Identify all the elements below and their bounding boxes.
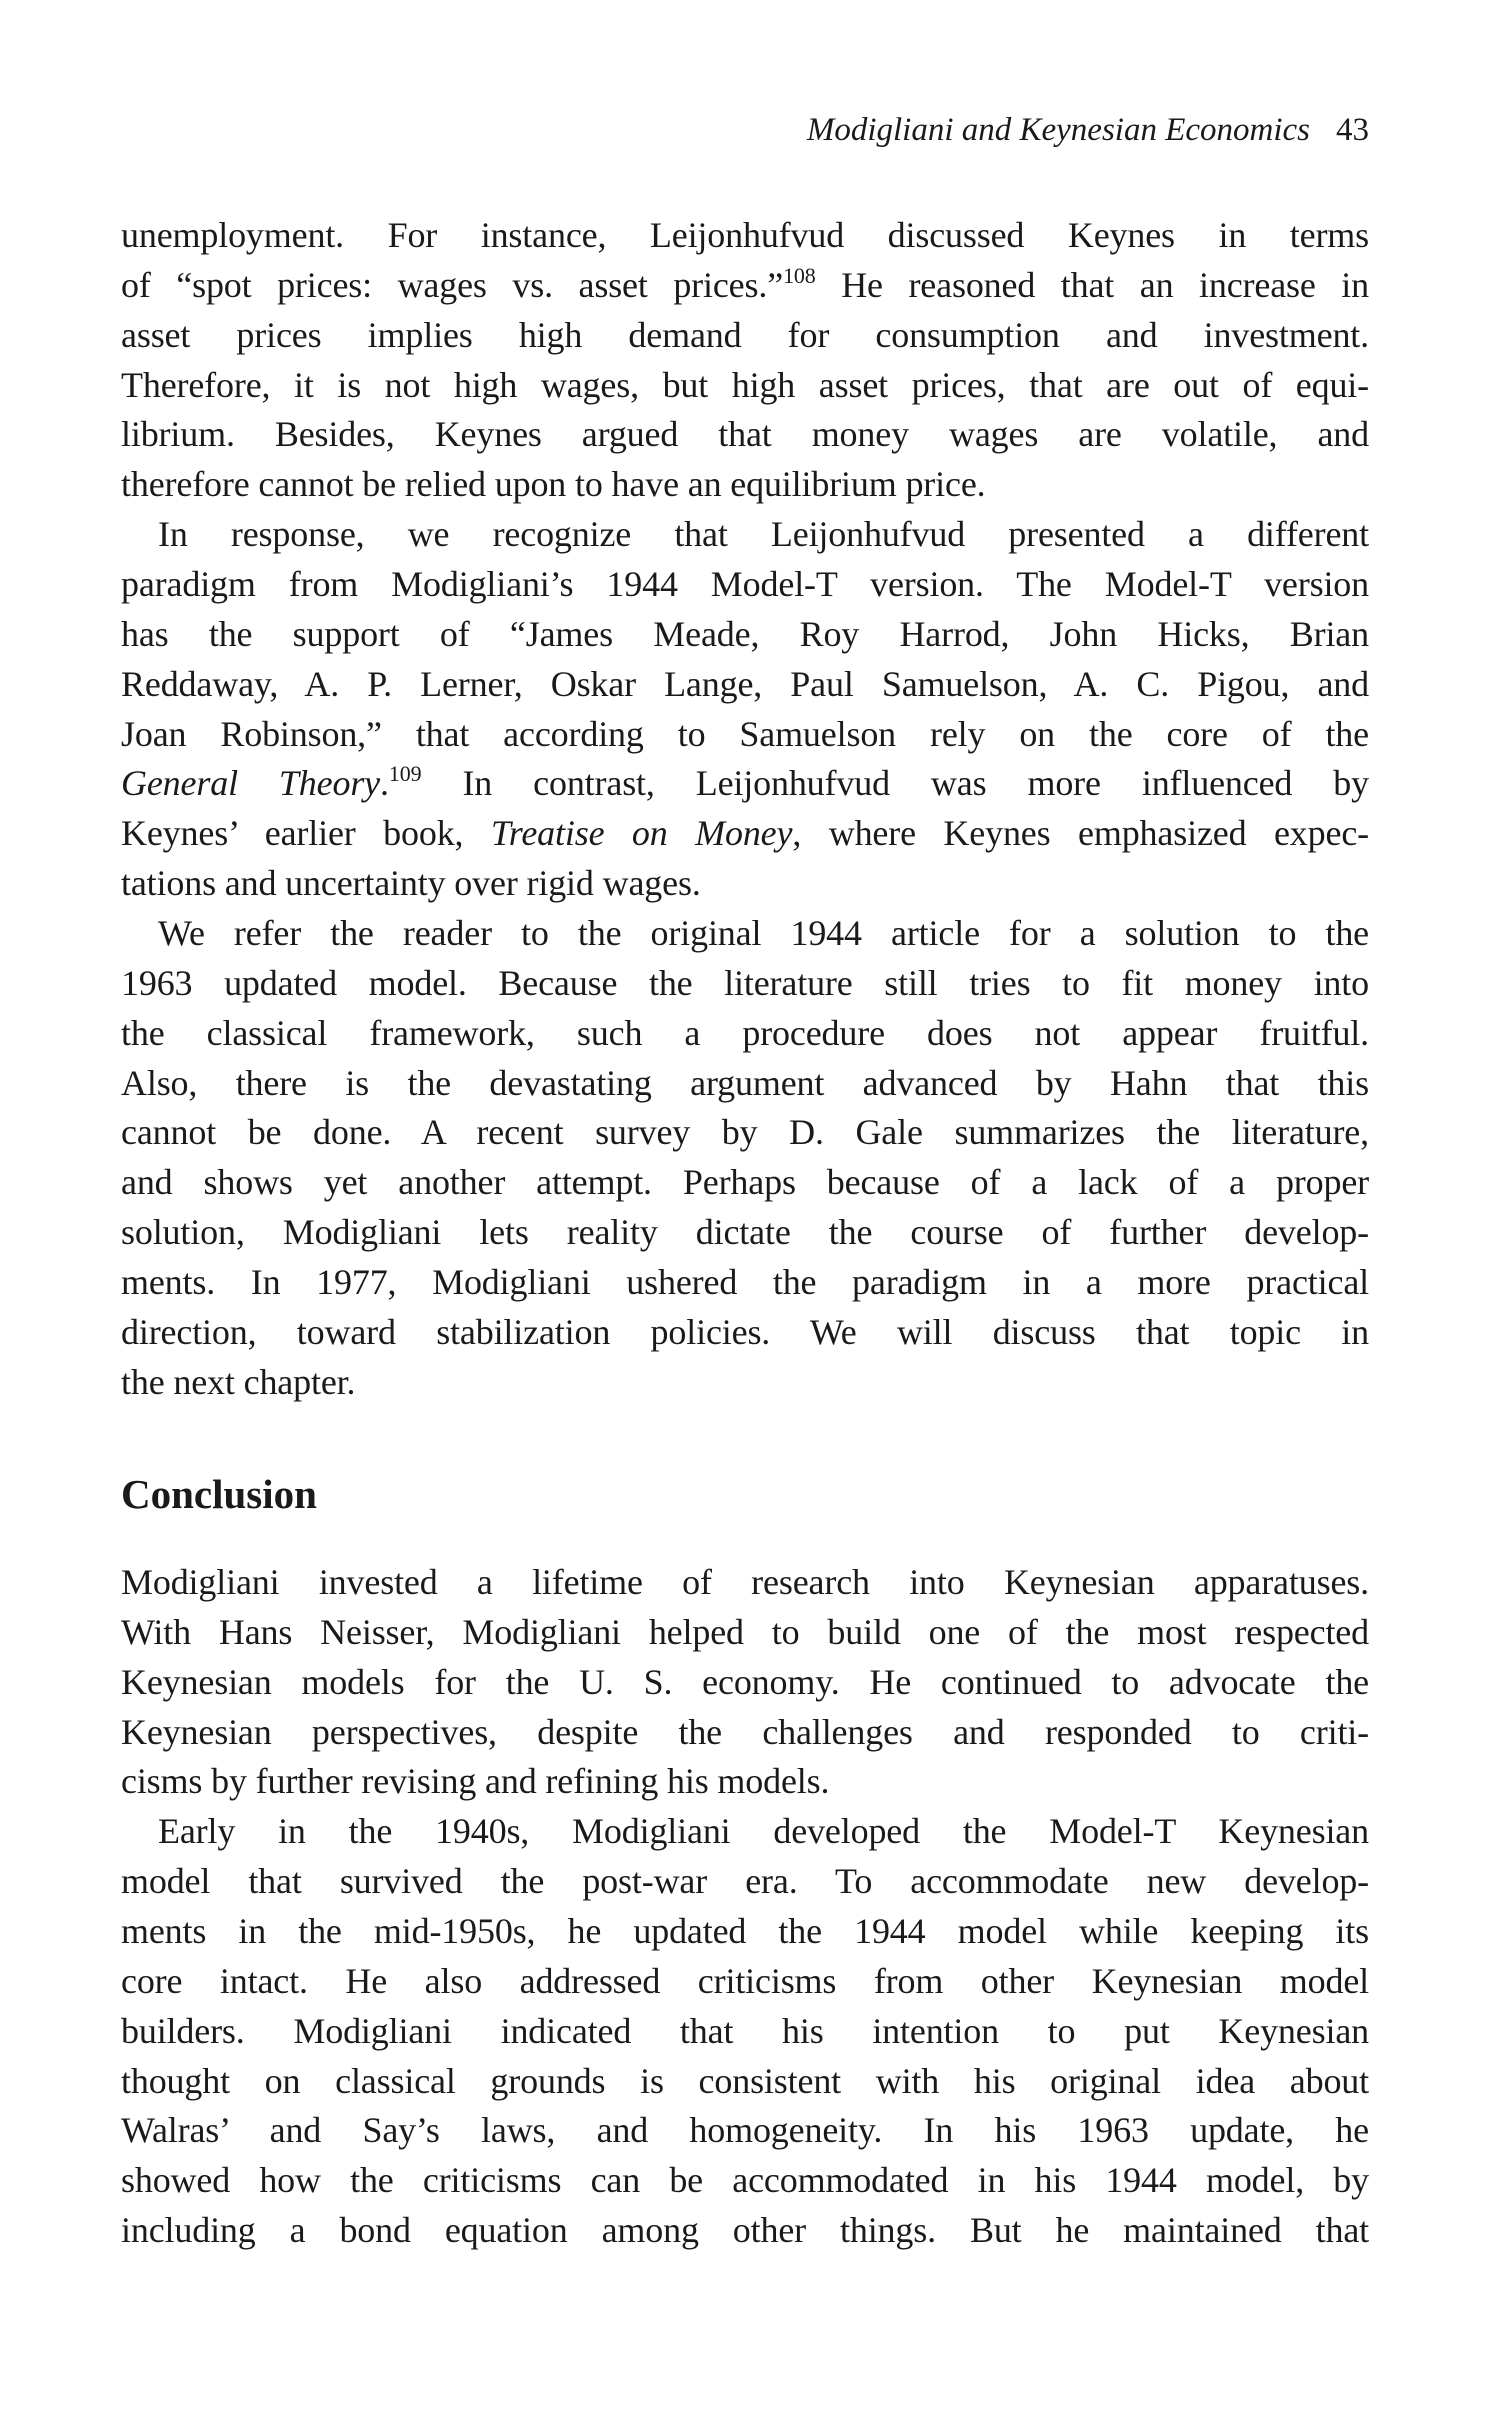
text-run: Keynesian perspectives, despite the challenges and responded to criti- — [121, 1711, 1369, 1752]
text-line — [121, 560, 1369, 610]
body-text-after-heading — [121, 1558, 1369, 2256]
text-line — [121, 311, 1369, 361]
text-line — [121, 1957, 1369, 2007]
text-run: tations and uncertainty over rigid wages. — [121, 863, 701, 904]
text-run: the next chapter. — [121, 1361, 356, 1402]
text-run: the classical framework, such a procedure does not appear fruitful. — [121, 1012, 1369, 1053]
paragraph — [121, 510, 1369, 909]
text-run: therefore cannot be relied upon to have an equilibrium price. — [121, 464, 986, 505]
text-line — [121, 1009, 1369, 1059]
text-line — [121, 859, 1369, 909]
text-run: . — [380, 763, 389, 804]
text-run: Therefore, it is not high wages, but high asset prices, that are out of equi- — [121, 364, 1369, 405]
text-line — [121, 1059, 1369, 1109]
running-head-title: Modigliani and Keynesian Economics — [806, 112, 1310, 148]
text-line — [121, 2156, 1369, 2206]
text-run: Keynes’ earlier book, — [121, 813, 491, 854]
text-line — [121, 2206, 1369, 2256]
text-run: asset prices implies high demand for consumption and investment. — [121, 314, 1369, 355]
text-run: He reasoned that an increase in — [815, 264, 1369, 305]
section-heading: Conclusion — [121, 1471, 317, 1517]
text-run: librium. Besides, Keynes argued that money wages are volatile, and — [121, 414, 1369, 455]
text-run: We refer the reader to the original 1944 article for a solution to the — [158, 913, 1369, 954]
italic-title: General Theory — [121, 763, 381, 804]
text-line — [121, 1708, 1369, 1758]
text-run: In contrast, Leijonhufvud was more influenced by — [421, 763, 1369, 804]
paragraph — [121, 1558, 1369, 1807]
text-run: paradigm from Modigliani’s 1944 Model-T version. The Model-T version — [121, 564, 1369, 605]
text-run: With Hans Neisser, Modigliani helped to build one of the most respected — [121, 1611, 1369, 1652]
running-head — [807, 112, 1369, 149]
paragraph — [121, 909, 1369, 1408]
footnote-reference: 108 — [783, 262, 816, 288]
text-run: direction, toward stabilization policies. We will discuss that topic in — [121, 1311, 1369, 1352]
text-line — [121, 610, 1369, 660]
text-line — [121, 1857, 1369, 1907]
text-run: and shows yet another attempt. Perhaps because of a lack of a proper — [121, 1162, 1369, 1203]
text-run: cisms by further revising and refining his models. — [121, 1761, 830, 1802]
text-line — [121, 1608, 1369, 1658]
paragraph — [121, 1807, 1369, 2256]
text-run: Walras’ and Say’s laws, and homogeneity. In his 1963 update, he — [121, 2110, 1369, 2151]
text-run: ments. In 1977, Modigliani ushered the paradigm in a more practical — [121, 1262, 1369, 1303]
text-line — [121, 410, 1369, 460]
text-run: cannot be done. A recent survey by D. Gale summarizes the literature, — [121, 1112, 1369, 1153]
text-line — [121, 759, 1369, 809]
text-run: Modigliani invested a lifetime of research into Keynesian apparatuses. — [121, 1562, 1369, 1602]
text-run: Reddaway, A. P. Lerner, Oskar Lange, Paul Samuelson, A. C. Pigou, and — [121, 663, 1369, 704]
text-run: Joan Robinson,” that according to Samuelson rely on the core of the — [121, 713, 1369, 754]
text-line — [121, 2007, 1369, 2057]
text-line — [121, 1558, 1369, 1608]
text-run: including a bond equation among other things. But he maintained that — [121, 2210, 1369, 2251]
text-run: Early in the 1940s, Modigliani developed the Model-T Keynesian — [158, 1811, 1369, 1852]
text-run: of “spot prices: wages vs. asset prices.” — [121, 264, 784, 305]
body-text-before-heading — [121, 211, 1369, 1408]
text-run: , where Keynes emphasized expec- — [792, 813, 1369, 854]
text-line — [121, 2106, 1369, 2156]
text-run: ments in the mid-1950s, he updated the 1944 model while keeping its — [121, 1911, 1369, 1952]
text-line — [121, 710, 1369, 760]
text-line — [121, 460, 1369, 510]
text-run: thought on classical grounds is consistent with his original idea about — [121, 2060, 1369, 2101]
text-run: Also, there is the devastating argument advanced by Hahn that this — [121, 1062, 1369, 1103]
text-run: showed how the criticisms can be accommodated in his 1944 model, by — [121, 2160, 1369, 2201]
text-line — [121, 361, 1369, 411]
text-run: unemployment. For instance, Leijonhufvud discussed Keynes in terms — [121, 215, 1369, 255]
italic-title: Treatise on Money — [490, 813, 793, 854]
text-line — [121, 1757, 1369, 1807]
text-line — [121, 2057, 1369, 2107]
text-line — [121, 510, 1369, 560]
text-line — [121, 1358, 1369, 1408]
text-line — [121, 909, 1369, 959]
text-line — [121, 1258, 1369, 1308]
text-line — [121, 1208, 1369, 1258]
text-line — [121, 1158, 1369, 1208]
text-run: 1963 updated model. Because the literature still tries to fit money into — [121, 962, 1369, 1003]
text-line — [121, 1907, 1369, 1957]
text-run: has the support of “James Meade, Roy Harrod, John Hicks, Brian — [121, 613, 1369, 654]
text-run: core intact. He also addressed criticisms from other Keynesian model — [121, 1960, 1369, 2001]
text-line — [121, 211, 1369, 261]
paragraph — [121, 211, 1369, 510]
text-line — [121, 1807, 1369, 1857]
text-line — [121, 261, 1369, 311]
text-line — [121, 959, 1369, 1009]
text-run: In response, we recognize that Leijonhufvud presented a different — [158, 514, 1369, 555]
text-line — [121, 1658, 1369, 1708]
footnote-reference: 109 — [388, 761, 422, 787]
text-line — [121, 809, 1369, 859]
page-number: 43 — [1336, 112, 1369, 148]
text-line — [121, 1108, 1369, 1158]
text-run: Keynesian models for the U. S. economy. He continued to advocate the — [121, 1661, 1369, 1702]
text-line — [121, 1308, 1369, 1358]
text-line — [121, 660, 1369, 710]
text-run: builders. Modigliani indicated that his intention to put Keynesian — [121, 2010, 1369, 2051]
text-run: solution, Modigliani lets reality dictate the course of further develop- — [121, 1212, 1369, 1253]
text-run: model that survived the post-war era. To accommodate new develop- — [121, 1861, 1369, 1902]
